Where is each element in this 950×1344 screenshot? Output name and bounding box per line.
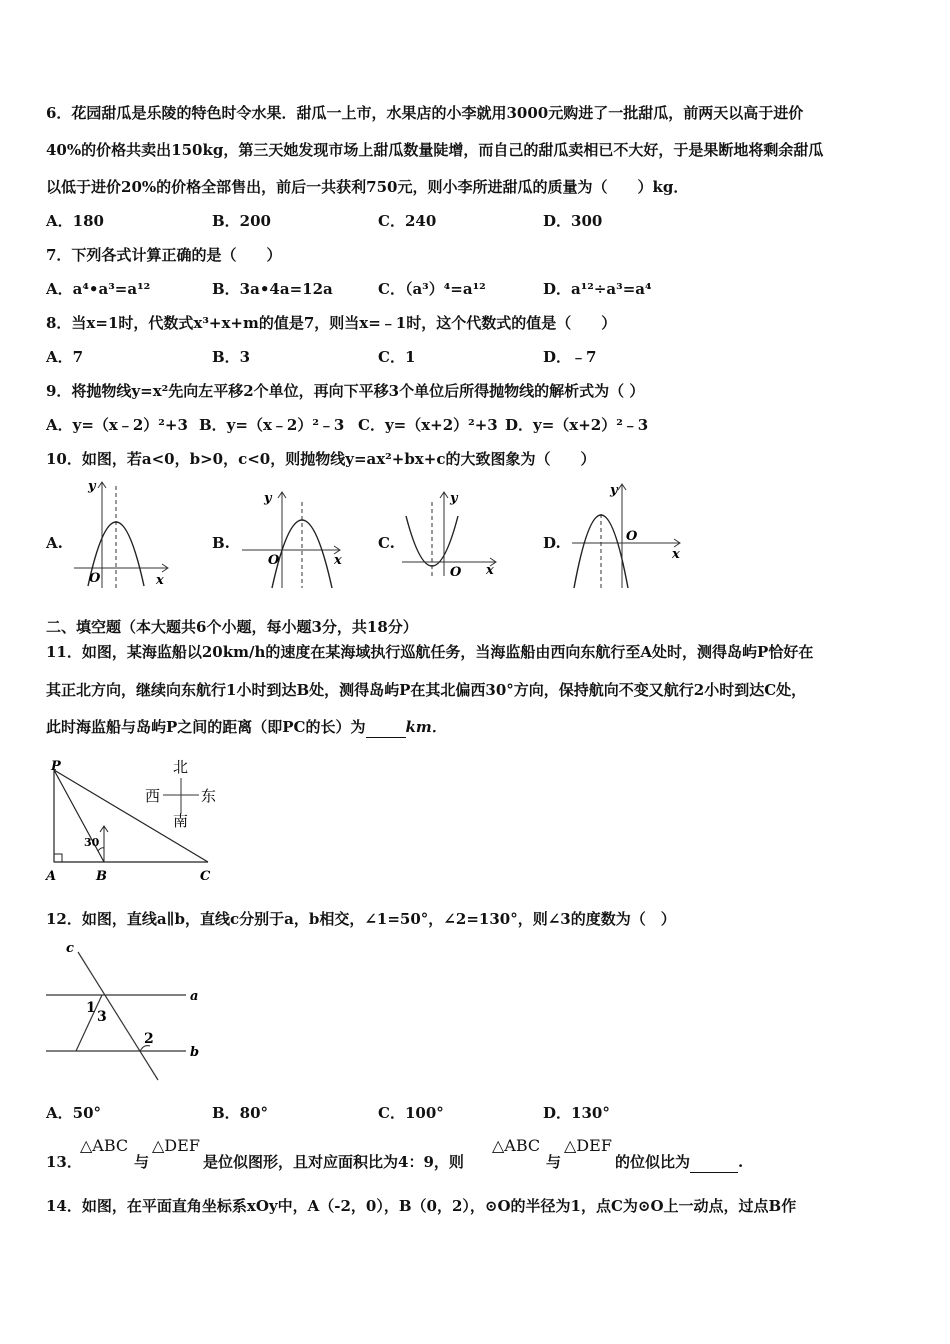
q12-label-b: b bbox=[190, 1045, 200, 1060]
q11-compass-w: 西 bbox=[145, 787, 161, 805]
q10d-y-label: y bbox=[610, 483, 618, 498]
q12-option-a: A．50° bbox=[46, 1104, 102, 1122]
q10d-x-label: x bbox=[672, 547, 680, 562]
q8-option-d: D．﹣7 bbox=[543, 348, 597, 366]
q11-compass-e: 东 bbox=[201, 787, 217, 805]
q8-stem: 8．当x=1时，代数式x³+x+m的值是7，则当x=﹣1时，这个代数式的值是（ ） bbox=[46, 314, 617, 332]
q6-option-c: C．240 bbox=[378, 212, 437, 230]
q11-label-b: B bbox=[96, 869, 107, 884]
q8-option-c: C．1 bbox=[378, 348, 416, 366]
q6-option-a: A．180 bbox=[46, 212, 104, 230]
q10b-x-label: x bbox=[334, 553, 342, 568]
q12-option-d: D．130° bbox=[543, 1104, 610, 1122]
q12-label-a: a bbox=[190, 989, 199, 1004]
q10-option-b: B. bbox=[212, 534, 230, 552]
q11-compass bbox=[143, 756, 221, 828]
q6-line3: 以低于进价20%的价格全部售出，前后一共获利750元，则小李所进甜瓜的质量为（ ）kg． bbox=[46, 178, 689, 196]
q10-option-c: C. bbox=[378, 534, 395, 552]
q14-stem: 14．如图，在平面直角坐标系xOy中，A（-2，0），B（0，2），⊙O的半径为1，点C为⊙O上一动点，过点B作 bbox=[46, 1197, 797, 1215]
q10a-x-label: x bbox=[156, 573, 164, 588]
q11-line3-wrap bbox=[46, 717, 447, 738]
q7-stem: 7．下列各式计算正确的是（ ） bbox=[46, 246, 282, 264]
q7-option-b: B．3a•4a=12a bbox=[212, 280, 333, 298]
q13-suffix: 的位似比为 bbox=[615, 1153, 691, 1171]
q12-figure bbox=[44, 938, 214, 1083]
q11-label-c: C bbox=[200, 869, 211, 884]
q10a-y-label: y bbox=[88, 479, 96, 494]
q12-label-2: 2 bbox=[144, 1031, 154, 1047]
q12-label-3: 3 bbox=[97, 1009, 107, 1025]
q10a-origin-label: O bbox=[89, 571, 101, 586]
q11-label-angle: 30 bbox=[84, 836, 100, 849]
q10c-x-label: x bbox=[486, 563, 494, 578]
q13-suffix-wrap bbox=[615, 1152, 743, 1173]
q12-stem: 12．如图，直线a∥b，直线c分别于a，b相交，∠1=50°，∠2=130°，则∠3的度数为（ ） bbox=[46, 910, 676, 928]
q13-with-2: 与 bbox=[546, 1153, 562, 1171]
q13-triangle-abc-2: △ABC bbox=[492, 1136, 541, 1155]
q13-end: . bbox=[738, 1153, 744, 1171]
q10-option-d: D. bbox=[543, 534, 561, 552]
q7-option-c: C．（a³）⁴=a¹² bbox=[378, 280, 486, 298]
q10-graph-a bbox=[72, 478, 172, 590]
q12-label-1: 1 bbox=[86, 1000, 96, 1016]
q11-unit: km． bbox=[405, 718, 447, 736]
q7-option-a: A．a⁴•a³=a¹² bbox=[46, 280, 151, 298]
q11-label-p: P bbox=[51, 759, 61, 774]
q13-answer-blank[interactable] bbox=[690, 1152, 738, 1173]
q11-line2: 其正北方向，继续向东航行1小时到达B处，测得岛屿P在其北偏西30°方向，保持航向不变又航行2小时到达C处， bbox=[46, 681, 807, 699]
q6-option-d: D．300 bbox=[543, 212, 603, 230]
q11-compass-s: 南 bbox=[173, 812, 189, 828]
q9-stem: 9．将抛物线y=x²先向左平移2个单位，再向下平移3个单位后所得抛物线的解析式为（ ） bbox=[46, 382, 645, 400]
q11-line3: 此时海监船与岛屿P之间的距离（即PC的长）为 bbox=[46, 718, 366, 736]
q10-graph-c bbox=[400, 488, 500, 578]
q6-option-b: B．200 bbox=[212, 212, 271, 230]
q9-option-a: A．y=（x﹣2）²+3 bbox=[46, 416, 188, 434]
q7-option-d: D．a¹²÷a³=a⁴ bbox=[543, 280, 652, 298]
q13-prefix: 13． bbox=[46, 1153, 82, 1171]
q13-triangle-abc-1: △ABC bbox=[80, 1136, 129, 1155]
q11-label-a: A bbox=[46, 869, 57, 884]
q11-answer-blank[interactable] bbox=[366, 717, 406, 738]
q13-middle: 是位似图形，且对应面积比为4：9，则 bbox=[203, 1153, 464, 1171]
q6-line2: 40%的价格共卖出150kg，第三天她发现市场上甜瓜数量陡增，而自己的甜瓜卖相已不大好，于是果断地将剩余甜瓜 bbox=[46, 141, 824, 159]
q8-option-a: A．7 bbox=[46, 348, 84, 366]
q9-option-d: D．y=（x+2）²﹣3 bbox=[505, 416, 649, 434]
q10-graph-d bbox=[570, 480, 685, 590]
q10c-y-label: y bbox=[450, 491, 458, 506]
q8-option-b: B．3 bbox=[212, 348, 251, 366]
q12-label-c: c bbox=[66, 941, 74, 956]
q13-with-1: 与 bbox=[134, 1153, 150, 1171]
q10b-origin-label: O bbox=[268, 553, 280, 568]
q10b-y-label: y bbox=[264, 491, 272, 506]
q9-option-c: C．y=（x+2）²+3 bbox=[358, 416, 498, 434]
q6-line1: 6．花园甜瓜是乐陵的特色时令水果．甜瓜一上市，水果店的小李就用3000元购进了一批甜瓜，前两天以高于进价 bbox=[46, 104, 804, 122]
q10d-origin-label: O bbox=[626, 529, 638, 544]
q12-option-c: C．100° bbox=[378, 1104, 444, 1122]
q13-triangle-def-2: △DEF bbox=[564, 1136, 612, 1155]
q11-compass-n: 北 bbox=[173, 758, 189, 776]
q11-line1: 11．如图，某海监船以20km/h的速度在某海域执行巡航任务，当海监船由西向东航行至A处时，测得岛屿P恰好在 bbox=[46, 643, 814, 661]
q13-triangle-def-1: △DEF bbox=[152, 1136, 200, 1155]
q10c-origin-label: O bbox=[450, 565, 462, 578]
q12-option-b: B．80° bbox=[212, 1104, 269, 1122]
q10-option-a: A. bbox=[46, 534, 63, 552]
section2-title: 二、填空题（本大题共6个小题，每小题3分，共18分） bbox=[46, 618, 418, 636]
q10-stem: 10．如图，若a<0，b>0，c<0，则抛物线y=ax²+bx+c的大致图象为（ ） bbox=[46, 450, 596, 468]
q10-graph-b bbox=[240, 488, 345, 590]
q9-option-b: B．y=（x﹣2）²﹣3 bbox=[199, 416, 345, 434]
